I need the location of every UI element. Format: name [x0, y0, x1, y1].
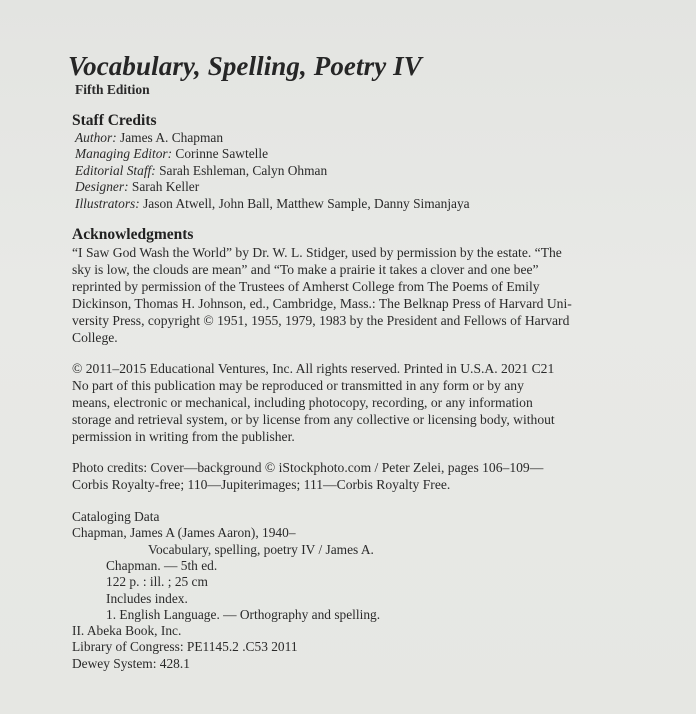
photo-credits [72, 459, 668, 493]
cataloging-line: Chapman. — 5th ed. [106, 557, 218, 573]
photo-credit-line: Photo credits: Cover—background © iStockphoto.com / Peter Zelei, pages 106–109— [72, 460, 544, 476]
photo-credit-line: Corbis Royalty-free; 110—Jupiterimages; 111—Corbis Royalty Free. [72, 477, 451, 493]
credit-label: Designer: [75, 179, 129, 195]
credit-value: James A. Chapman [116, 130, 224, 145]
copyright-line: storage and retrieval system, or by license from any collective or licensing body, without [72, 412, 555, 428]
ack-line: sky is low, the clouds are mean” and “To make a prairie it takes a clover and one bee” [72, 262, 539, 278]
copyright-line: No part of this publication may be reproduced or transmitted in any form or by any [72, 378, 524, 394]
credit-label: Managing Editor: [75, 146, 173, 162]
copyright-notice [72, 360, 668, 445]
cataloging-line: Library of Congress: PE1145.2 .C53 2011 [72, 639, 298, 655]
cataloging-data [72, 509, 668, 672]
ack-line: Dickinson, Thomas H. Johnson, ed., Cambridge, Mass.: The Belknap Press of Harvard Uni- [72, 296, 572, 312]
credit-value: Jason Atwell, John Ball, Matthew Sample, Danny Simanjaya [139, 195, 470, 211]
copyright-line: permission in writing from the publisher. [72, 429, 295, 445]
ack-line: versity Press, copyright © 1951, 1955, 1979, 1983 by the President and Fellows of Harvard [72, 313, 570, 329]
staff-credits-heading: Staff Credits [72, 112, 157, 129]
edition-label: Fifth Edition [75, 82, 150, 97]
credit-value: Sarah Keller [128, 179, 200, 195]
cataloging-line: Chapman, James A (James Aaron), 1940– [72, 525, 296, 541]
credit-illustrators [75, 196, 668, 212]
staff-credits-list [75, 130, 668, 212]
credit-designer [75, 179, 668, 195]
acknowledgments-heading: Acknowledgments [72, 226, 194, 244]
credit-editorial-staff [75, 163, 668, 179]
cataloging-line: 1. English Language. — Orthography and spelling. [106, 606, 381, 622]
cataloging-line: Includes index. [106, 590, 188, 606]
credit-author [75, 130, 668, 146]
copyright-line: means, electronic or mechanical, including photocopy, recording, or any information [72, 395, 533, 411]
copyright-page-content [68, 50, 668, 672]
cataloging-line: Dewey System: 428.1 [72, 655, 190, 671]
credit-managing-editor [75, 146, 668, 162]
credit-label: Author: [75, 130, 117, 145]
ack-line: reprinted by permission of the Trustees of Amherst College from The Poems of Emily [72, 279, 540, 295]
cataloging-heading: Cataloging Data [72, 509, 160, 525]
ack-line: College. [72, 330, 118, 346]
credit-label: Editorial Staff: [75, 162, 156, 178]
credit-value: Sarah Eshleman, Calyn Ohman [155, 162, 328, 178]
cataloging-line: 122 p. : ill. ; 25 cm [106, 574, 208, 590]
credit-value: Corinne Sawtelle [172, 146, 269, 162]
book-title: Vocabulary, Spelling, Poetry IV [68, 51, 422, 81]
acknowledgments-text [72, 244, 668, 346]
ack-line: “I Saw God Wash the World” by Dr. W. L. Stidger, used by permission by the estate. “The [72, 245, 562, 261]
credit-label: Illustrators: [75, 195, 140, 211]
copyright-line: © 2011–2015 Educational Ventures, Inc. All rights reserved. Printed in U.S.A. 2021 C21 [72, 361, 555, 377]
cataloging-line: Vocabulary, spelling, poetry IV / James A. [148, 541, 374, 557]
cataloging-line: II. Abeka Book, Inc. [72, 623, 182, 639]
